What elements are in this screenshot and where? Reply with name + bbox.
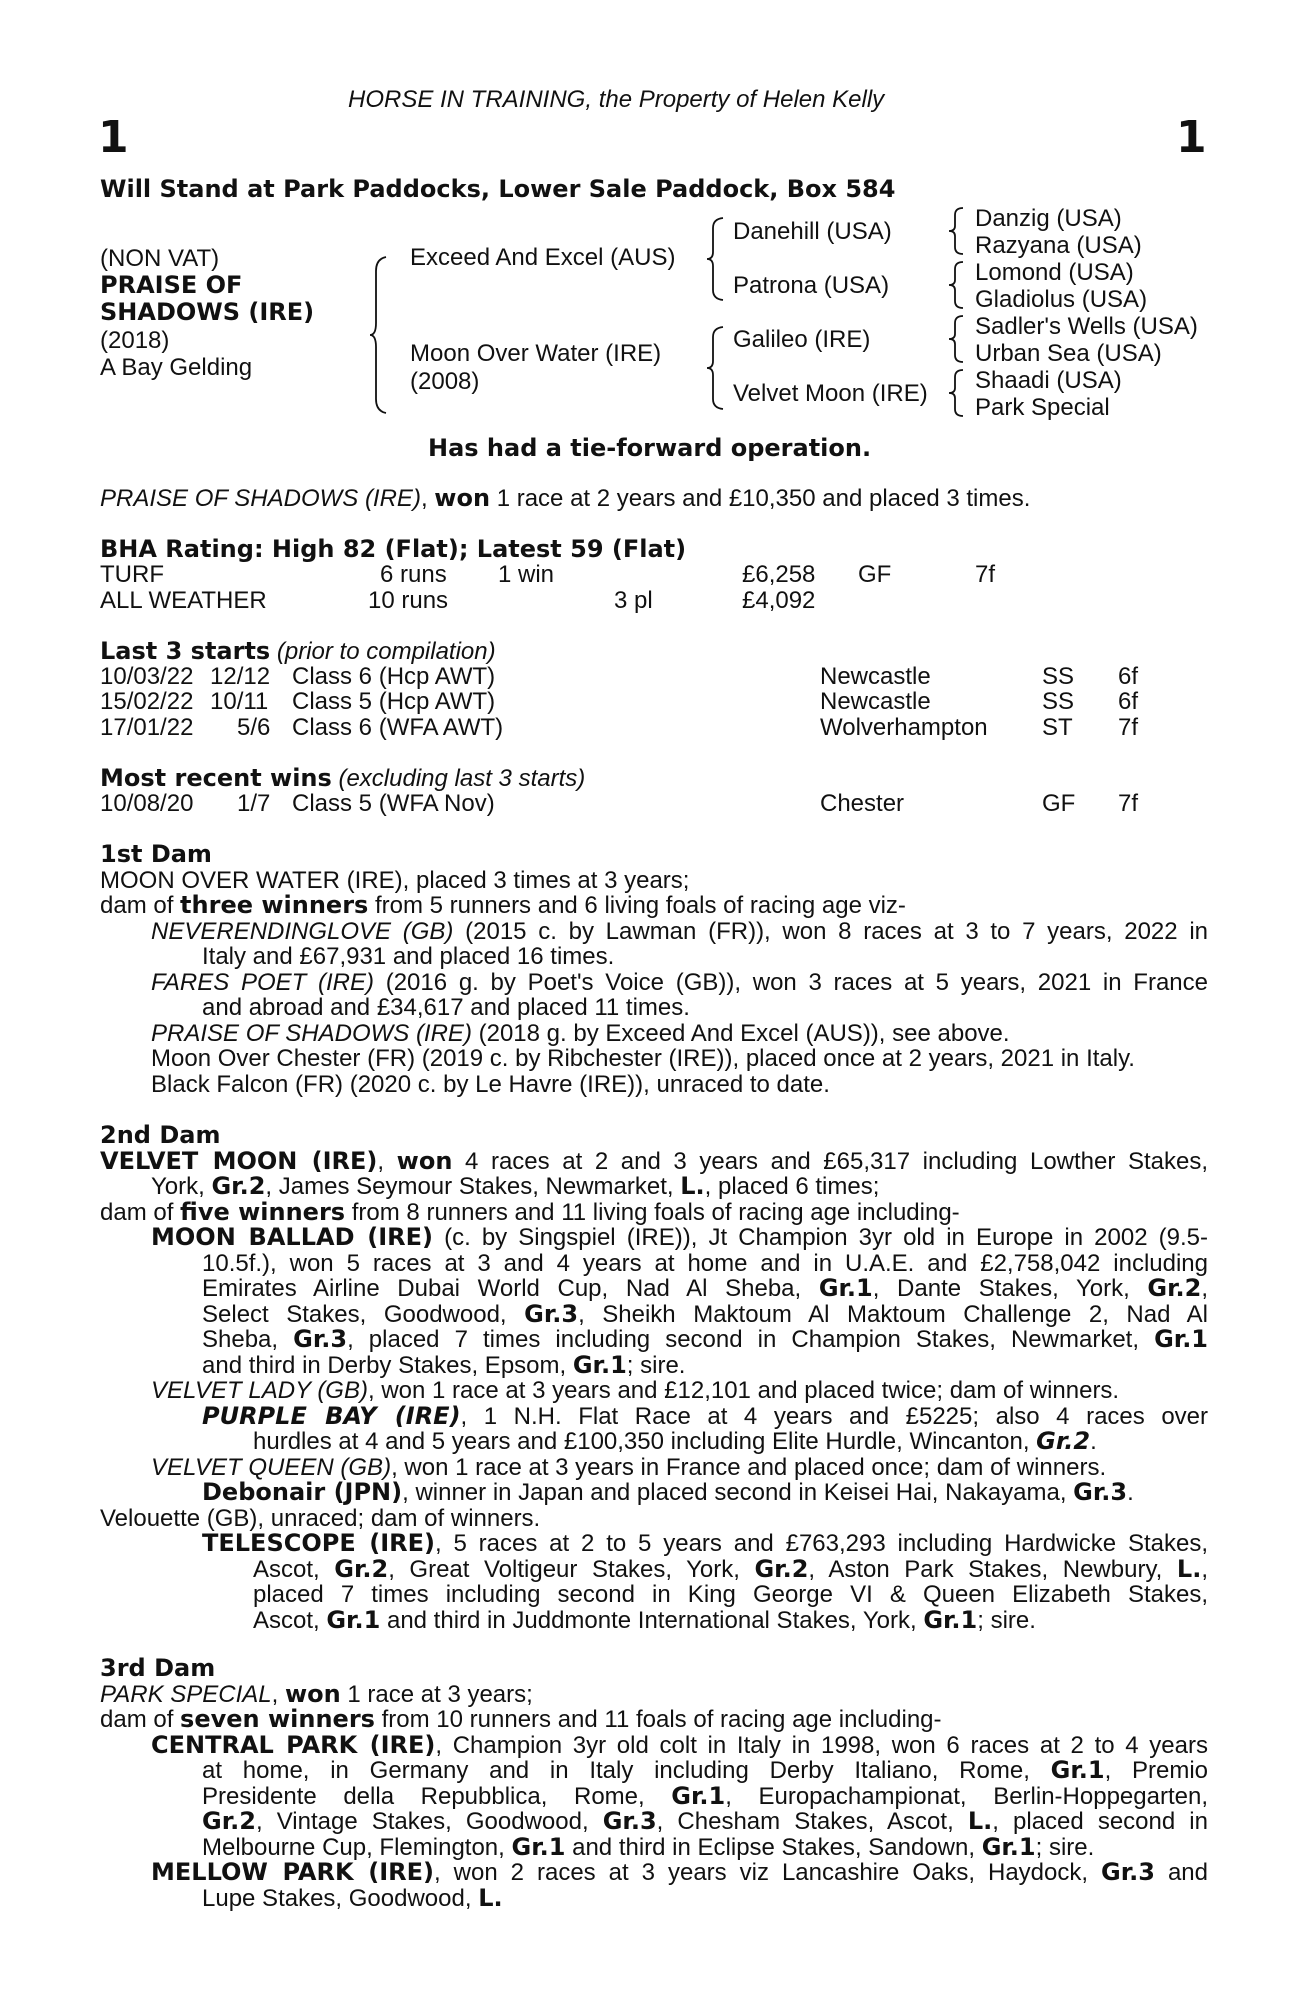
produce-line (202, 1276, 1208, 1302)
text-fragment: (2016 g. by Poet's Voice (GB)), won 3 races at 5 years, 2021 in France (374, 968, 1208, 996)
rating-surface: ALL WEATHER (100, 587, 267, 614)
grade: L. (478, 1883, 503, 1912)
text-fragment: ; sire. (1035, 1833, 1095, 1861)
produce-name: PURPLE BAY (IRE) (202, 1401, 461, 1430)
produce-entry (100, 1225, 1208, 1378)
produce-line (202, 1531, 1208, 1557)
start-course: Wolverhampton (820, 714, 988, 741)
text-fragment: dam of (100, 1198, 181, 1226)
produce-line (151, 1860, 1208, 1886)
produce-line (151, 970, 1208, 996)
first-dam-produce-line (100, 893, 1208, 919)
produce-entry (100, 919, 1208, 970)
produce-line (202, 1299, 1208, 1328)
pedigree-brace-sire (705, 216, 727, 302)
grade: Gr.1 (671, 1781, 726, 1810)
start-position: 1/7 (237, 790, 271, 817)
first-dam-line: MOON OVER WATER (IRE), placed 3 times at 3 years; (100, 866, 690, 894)
dam-line (100, 1679, 1208, 1708)
grade: Gr.2 (334, 1554, 389, 1583)
rating-prize: £4,092 (742, 587, 816, 614)
pedigree-sdd: Gladiolus (USA) (975, 286, 1148, 313)
text-fragment: Ascot, (253, 1606, 327, 1634)
produce-line (202, 1327, 1208, 1353)
produce-line (202, 1401, 1209, 1430)
text-fragment: and third in Derby Stakes, Epsom, (202, 1351, 573, 1379)
stand-location: Will Stand at Park Paddocks, Lower Sale Paddock, Box 584 (100, 175, 896, 203)
recent-wins-note: (excluding last 3 starts) (338, 765, 586, 792)
text-fragment: . (1127, 1479, 1134, 1506)
produce-details (151, 1251, 1208, 1379)
text-fragment: , James Seymour Stakes, Newmarket, (265, 1173, 681, 1200)
pedigree-dam-dam: Velvet Moon (IRE) (733, 380, 928, 407)
text-fragment: from 10 runners and 11 foals of racing age including- (374, 1706, 942, 1733)
text-fragment: , Champion 3yr old colt in Italy in 1998, won 6 races at 2 to 4 years (435, 1731, 1208, 1759)
produce-name: MOON BALLAD (IRE) (151, 1223, 433, 1251)
grade: Gr.2 (211, 1172, 266, 1200)
rating-runs: 6 runs (380, 561, 447, 588)
produce-line (202, 1832, 1208, 1861)
text-fragment: from 5 runners and 6 living foals of racing age viz- (368, 892, 906, 919)
produce-line (202, 1429, 1208, 1455)
produce-line (253, 1605, 1208, 1634)
race-summary (100, 486, 1030, 512)
text-fragment: , placed 6 times; (704, 1173, 880, 1200)
produce-line: and abroad and £34,617 and placed 11 times. (202, 994, 690, 1021)
produce-line: 10.5f.), won 5 races at 3 and 4 years at home and in U.A.E. and £2,758,042 including (202, 1249, 1208, 1277)
start-race: Class 6 (WFA AWT) (292, 714, 504, 741)
pedigree-sire: Exceed And Excel (AUS) (410, 244, 676, 271)
vat-status: (NON VAT) (100, 245, 220, 272)
pedigree-brace-dam (705, 325, 727, 411)
text-fragment: , Sheikh Maktoum Al Maktoum Challenge 2, Nad Al (578, 1300, 1208, 1328)
produce-entry (100, 1378, 1208, 1404)
start-course: Newcastle (820, 663, 931, 690)
produce-line: placed 7 times including second in King George VI & Queen Elizabeth Stakes, (253, 1581, 1208, 1608)
rating-surface: TURF (100, 561, 164, 588)
grade: Gr.1 (326, 1605, 381, 1634)
text-fragment: and third in Juddmonte International Stakes, York, (380, 1606, 924, 1634)
text-fragment: at home, in Germany and in Italy including Derby Italiano, Rome, (202, 1757, 1051, 1784)
pedigree-dss: Sadler's Wells (USA) (975, 313, 1198, 340)
text-fragment: , Dante Stakes, York, (872, 1275, 1148, 1302)
text-fragment: Ascot, (253, 1555, 335, 1583)
last3-title: Last 3 starts (100, 637, 271, 665)
start-date: 10/03/22 (100, 663, 194, 690)
recent-wins-heading (100, 766, 585, 792)
produce-name: FARES POET (IRE) (151, 968, 374, 996)
text-fragment: 1 race at 3 years; (340, 1680, 533, 1708)
summary-sep: , (420, 485, 435, 512)
winners-count: three winners (180, 891, 369, 919)
produce-entry (100, 1860, 1208, 1911)
dam-line (100, 1146, 1208, 1175)
text-fragment: , (1201, 1555, 1208, 1583)
start-date: 15/02/22 (100, 688, 194, 715)
pedigree-brace-main (368, 255, 392, 415)
text-fragment: (c. by Singspiel (IRE)), Jt Champion 3yr old in Europe in 2002 (9.5- (433, 1224, 1208, 1251)
produce-name: VELVET QUEEN (GB) (151, 1453, 392, 1481)
text-fragment: , won 2 races at 3 years viz Lancashire Oaks, Haydock, (434, 1859, 1102, 1886)
text-fragment: ; sire. (626, 1351, 686, 1379)
pedigree-sds: Lomond (USA) (975, 259, 1134, 286)
grade: Gr.3 (524, 1299, 579, 1328)
second-dam-section (100, 1123, 1208, 1633)
text-fragment: Presidente della Repubblica, Rome, (202, 1782, 672, 1810)
pedigree-dds: Shaadi (USA) (975, 367, 1122, 394)
text-fragment: , Great Voltigeur Stakes, York, (388, 1555, 755, 1583)
summary-rest: 1 race at 2 years and £10,350 and placed 3 times. (490, 485, 1031, 512)
dam-produce-line (100, 1197, 1208, 1226)
summary-won: won (434, 484, 491, 512)
grade: Gr.2 (1147, 1274, 1202, 1302)
produce-line (151, 919, 1208, 945)
dam-produce-line (100, 1707, 1208, 1733)
lot-number-left: 1 (98, 112, 129, 163)
grade: Gr.1 (923, 1605, 978, 1634)
produce-line (253, 1554, 1208, 1583)
text-fragment: , Vintage Stakes, Goodwood, (255, 1808, 603, 1835)
text-fragment: , 5 races at 2 to 5 years and £763,293 including Hardwicke Stakes, (435, 1530, 1208, 1557)
rating-placed: 3 pl (614, 587, 653, 614)
start-position: 12/12 (210, 663, 271, 690)
start-going: ST (1042, 714, 1073, 741)
first-dam-heading: 1st Dam (100, 840, 212, 868)
start-distance: 6f (1118, 663, 1139, 690)
text-fragment: Select Stakes, Goodwood, (202, 1300, 525, 1328)
produce-entry (100, 1480, 1208, 1506)
grade: L. (1176, 1554, 1202, 1583)
grade: Gr.1 (572, 1350, 627, 1379)
rating-distance: 7f (975, 561, 996, 588)
grade: L. (680, 1172, 705, 1200)
last3-heading (100, 639, 496, 665)
start-race: Class 5 (Hcp AWT) (292, 688, 496, 715)
grade: L. (967, 1807, 993, 1835)
start-date: 17/01/22 (100, 714, 194, 741)
horse-name-line2: SHADOWS (IRE) (100, 298, 315, 326)
text-fragment: , (1201, 1275, 1208, 1302)
pedigree-brace-gen3-4 (946, 368, 968, 418)
rating-going: GF (858, 561, 892, 588)
bha-rating-heading: BHA Rating: High 82 (Flat); Latest 59 (Flat) (100, 535, 687, 563)
text-fragment: , placed 7 times including second in Champion Stakes, Newmarket, (347, 1326, 1155, 1353)
start-course: Newcastle (820, 688, 931, 715)
text-fragment: , winner in Japan and placed second in Keisei Hai, Nakayama, (402, 1479, 1074, 1506)
produce-name: Debonair (JPN) (202, 1478, 403, 1506)
grade: Gr.1 (1154, 1325, 1209, 1353)
won-label: won (284, 1679, 341, 1708)
summary-horse-name: PRAISE OF SHADOWS (IRE) (100, 485, 421, 512)
text-fragment: , (271, 1680, 285, 1708)
lot-number-right: 1 (1176, 112, 1207, 163)
text-fragment: and (1154, 1859, 1208, 1886)
produce-details (151, 1758, 1208, 1860)
text-fragment: , placed second in (992, 1808, 1208, 1835)
produce-line (151, 1883, 1208, 1912)
pedigree-ddd: Park Special (975, 394, 1110, 421)
text-fragment: , Premio (1104, 1757, 1209, 1784)
pedigree-brace-gen3-1 (946, 206, 968, 256)
page-title: HORSE IN TRAINING, the Property of Helen Kelly (348, 86, 885, 113)
text-fragment: (2015 c. by Lawman (FR)), won 8 races at 3 to 7 years, 2022 in (453, 917, 1209, 945)
grade: Gr.1 (511, 1832, 566, 1861)
text-fragment: , Europachampionat, Berlin-Hoppegarten, (725, 1782, 1208, 1810)
text-fragment: ; sire. (977, 1606, 1036, 1634)
produce-name: MELLOW PARK (IRE) (151, 1858, 434, 1886)
grade: Gr.2 (754, 1554, 809, 1583)
start-going: GF (1042, 790, 1076, 817)
start-course: Chester (820, 790, 905, 817)
text-fragment: and third in Eclipse Stakes, Sandown, (565, 1833, 982, 1861)
text-fragment: Lupe Stakes, Goodwood, (202, 1884, 479, 1912)
start-race: Class 5 (WFA Nov) (292, 790, 495, 817)
second-dam-heading: 2nd Dam (100, 1121, 221, 1149)
start-going: SS (1042, 688, 1075, 715)
won-label: won (396, 1146, 453, 1175)
grade: Gr.3 (1101, 1858, 1155, 1886)
produce-name: VELVET LADY (GB) (151, 1377, 368, 1404)
text-fragment: , (377, 1147, 397, 1175)
first-dam-section (100, 842, 1208, 1097)
start-position: 5/6 (237, 714, 271, 741)
start-distance: 7f (1118, 714, 1139, 741)
text-fragment: , Aston Park Stakes, Newbury, (808, 1555, 1177, 1583)
start-going: SS (1042, 663, 1075, 690)
produce-entry: Moon Over Chester (FR) (2019 c. by Ribchester (IRE)), placed once at 2 years, 2021 in Italy. (151, 1045, 1135, 1072)
produce-name: TELESCOPE (IRE) (202, 1529, 435, 1557)
produce-line (151, 1225, 1208, 1251)
produce-line (202, 1781, 1208, 1810)
pedigree-ssd: Razyana (USA) (975, 232, 1142, 259)
produce-name: PRAISE OF SHADOWS (IRE) (151, 1019, 472, 1047)
grade: Gr.2 (202, 1807, 256, 1835)
grade: Gr.2 (1036, 1427, 1091, 1455)
dam-name: PARK SPECIAL (100, 1680, 272, 1708)
grade: Gr.3 (1073, 1478, 1128, 1506)
produce-entry (100, 1730, 1209, 1861)
pedigree-sire-sire: Danehill (USA) (733, 218, 892, 245)
text-fragment: , won 1 race at 3 years in France and placed once; dam of winners. (391, 1453, 1107, 1481)
produce-line: Italy and £67,931 and placed 16 times. (202, 943, 615, 970)
text-fragment: (2018 g. by Exceed And Excel (AUS)), see above. (471, 1019, 1010, 1047)
pedigree-sss: Danzig (USA) (975, 205, 1122, 232)
last3-note: (prior to compilation) (276, 638, 496, 665)
start-distance: 6f (1118, 688, 1139, 715)
text-fragment: Emirates Airline Dubai World Cup, Nad Al Sheba, (202, 1275, 819, 1302)
text-fragment: dam of (100, 1706, 181, 1733)
horse-year: (2018) (100, 327, 170, 354)
rating-wins: 1 win (498, 561, 555, 588)
grade: Gr.1 (981, 1832, 1036, 1861)
text-fragment: , won 1 race at 3 years and £12,101 and placed twice; dam of winners. (367, 1377, 1120, 1404)
recent-wins-title: Most recent wins (100, 764, 332, 792)
pedigree-dam: Moon Over Water (IRE) (410, 340, 662, 367)
dam-name: VELVET MOON (IRE) (100, 1146, 378, 1175)
rating-prize: £6,258 (742, 561, 816, 588)
pedigree-sire-dam: Patrona (USA) (733, 272, 890, 299)
pedigree-dsd: Urban Sea (USA) (975, 340, 1162, 367)
produce-entry: Black Falcon (FR) (2020 c. by Le Havre (IRE)), unraced to date. (151, 1070, 830, 1098)
produce-entry (100, 1401, 1209, 1455)
pedigree-dam-sire: Galileo (IRE) (733, 326, 871, 353)
produce-entry (100, 1531, 1208, 1633)
start-date: 10/08/20 (100, 790, 194, 817)
operation-note: Has had a tie-forward operation. (428, 434, 872, 462)
horse-description: A Bay Gelding (100, 354, 253, 381)
text-fragment: Sheba, (202, 1326, 294, 1353)
produce-details (202, 1554, 1208, 1634)
grade: Gr.3 (602, 1807, 657, 1835)
text-fragment: dam of (100, 892, 181, 919)
text-fragment: hurdles at 4 and 5 years and £100,350 including Elite Hurdle, Wincanton, (253, 1428, 1037, 1455)
produce-entry (100, 1455, 1208, 1481)
dam-line (100, 1174, 1208, 1200)
text-fragment: . (1090, 1428, 1097, 1455)
text-fragment: Melbourne Cup, Flemington, (202, 1833, 512, 1861)
pedigree-dam-year: (2008) (410, 368, 480, 395)
text-fragment: York, (151, 1173, 212, 1200)
start-race: Class 6 (Hcp AWT) (292, 663, 496, 690)
produce-name: NEVERENDINGLOVE (GB) (151, 917, 454, 945)
start-distance: 7f (1118, 790, 1139, 817)
pedigree-brace-gen3-3 (946, 314, 968, 364)
produce-line (151, 1730, 1208, 1759)
third-dam-section (100, 1656, 1208, 1911)
pedigree-brace-gen3-2 (946, 260, 968, 310)
produce-entry (100, 1021, 1208, 1047)
produce-entry (100, 970, 1208, 1021)
produce-name: CENTRAL PARK (IRE) (151, 1730, 436, 1759)
third-dam-heading: 3rd Dam (100, 1654, 216, 1682)
text-fragment: from 8 runners and 11 living foals of racing age including- (345, 1198, 960, 1226)
winners-count: five winners (180, 1197, 346, 1226)
grade: Gr.1 (1050, 1756, 1105, 1784)
produce-line (202, 1809, 1208, 1835)
winners-count: seven winners (180, 1705, 375, 1733)
text-fragment: , 1 N.H. Flat Race at 4 years and £5225; also 4 races over (460, 1402, 1209, 1430)
produce-entry: Velouette (GB), unraced; dam of winners. (100, 1504, 541, 1532)
grade: Gr.1 (818, 1274, 873, 1302)
produce-line (202, 1758, 1208, 1784)
grade: Gr.3 (293, 1325, 348, 1353)
rating-runs: 10 runs (368, 587, 449, 614)
horse-name-line1: PRAISE OF (100, 271, 243, 299)
start-position: 10/11 (210, 688, 269, 715)
text-fragment: , Chesham Stakes, Ascot, (656, 1808, 968, 1835)
produce-line (202, 1350, 1208, 1379)
text-fragment: 4 races at 2 and 3 years and £65,317 including Lowther Stakes, (452, 1147, 1208, 1175)
